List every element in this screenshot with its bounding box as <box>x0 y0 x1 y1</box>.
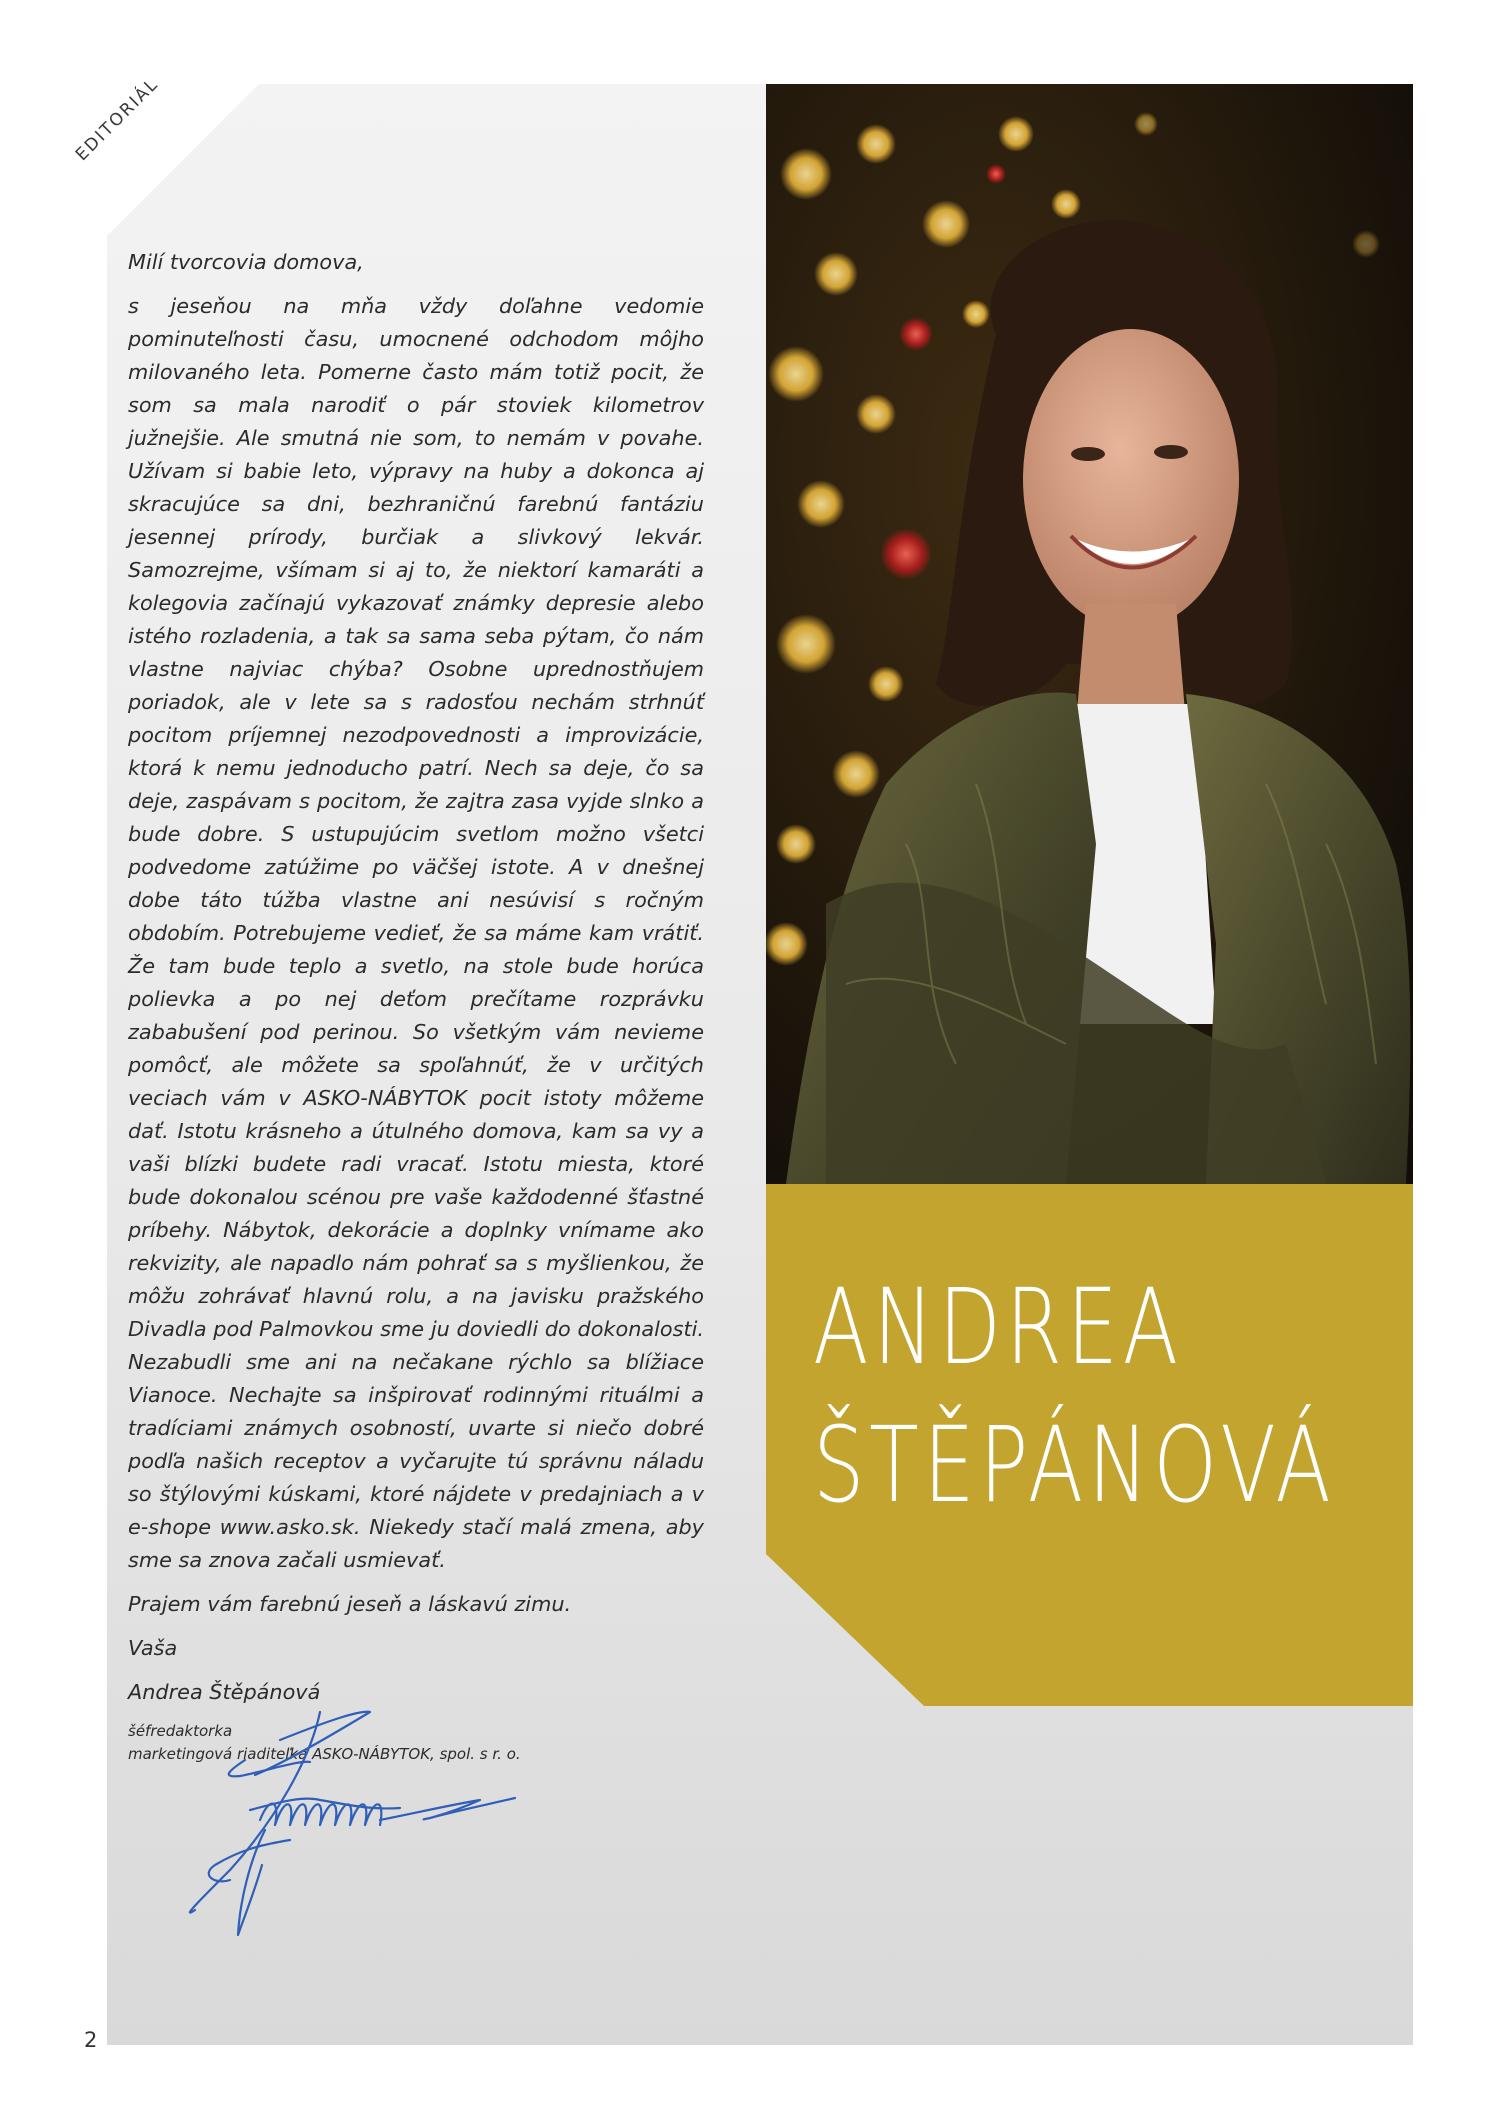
role-editor-in-chief: šéfredaktorka <box>128 1722 233 1740</box>
closing-line: Prajem vám farebnú jeseň a láskavú zimu. <box>128 1592 572 1616</box>
role-marketing-director: marketingová riaditeľka ASKO-NÁBYTOK, spol. s r. o. <box>128 1745 521 1763</box>
name-last: ŠTĚPÁNOVÁ <box>813 1404 1336 1526</box>
name-first: ANDREA <box>813 1266 1183 1388</box>
author-photo <box>766 84 1413 1184</box>
body-text: s jeseňou na mňa vždy doľahne vedomie pominuteľnosti času, umocnené odchodom môjho milovaného leta. Pomerne často mám totiž pocit, že som sa mala narodiť o pár stoviek kilometrov južnejšie. Ale smutná nie som, to nemám v povahe. Užívam si babie leto, výpravy na huby a dokonca aj skracujúce sa dni, bezhraničnú farebnú fantáziu jesennej prírody, burčiak a slivkový lekvár. Samozrejme, všímam si aj to, že niektorí kamaráti a kolegovia začínajú vykazovať známky depresie alebo istého rozladenia, a tak sa sama seba pýtam, čo nám vlastne najviac chýba? Osobne uprednostňujem poriadok, ale v lete sa s radosťou nechám strhnúť pocitom príjemnej nezodpovednosti a improvizácie, ktorá k nemu jednoducho patrí. Nech sa deje, čo sa deje, zaspávam s pocitom, že zajtra zasa vyjde slnko a bude dobre. S ustupujúcim svetlom možno všetci podvedome zatúžime po väčšej istote. A v dnešnej dobe táto túžba vlastne ani nesúvisí s ročným obdobím. Potrebujeme vedieť, že sa máme kam vrátiť. Že tam bude teplo a svetlo, na stole bude horúca polievka a po nej deťom prečítame rozprávku zababušení pod perinou. So všetkým vám nevieme pomôcť, ale môžete sa spoľahnúť, že v určitých veciach vám v ASKO-NÁBYTOK pocit istoty môžeme dať. Istotu krásneho a útulného domova, kam sa vy a vaši blízki budete radi vracať. Istotu miesta, ktoré bude dokonalou scénou pre vaše každodenné šťastné príbehy. Nábytok, dekorácie a doplnky vnímame ako rekvizity, ale napadlo nám pohrať sa s myšlienkou, že môžu zohrávať hlavnú rolu, a na javisku pražského Divadla pod Palmovkou sme ju doviedli do dokonalosti. Nezabudli sme ani na nečakane rýchlo sa blížiace Vianoce. Nechajte sa inšpirovať rodinnými rituálmi a tradíciami známych osobností, uvarte si niečo dobré podľa našich receptov a vyčarujte tú správnu náladu so štýlovými kúskami, ktoré nájdete v predajniach a v e-shope www.asko.sk. Niekedy stačí malá zmena, aby sme sa znova začali usmievať. <box>128 294 704 1572</box>
sign-off: Vaša <box>128 1636 178 1660</box>
greeting: Milí tvorcovia domova, <box>128 250 364 274</box>
author-name: Andrea Štěpánová <box>128 1680 321 1704</box>
portrait-illustration <box>766 84 1413 1184</box>
handwritten-signature <box>170 1700 560 1950</box>
featured-name <box>813 1258 1336 1534</box>
section-tag: EDITORIÁL <box>71 74 163 165</box>
editorial-article <box>128 246 704 1766</box>
page-number: 2 <box>84 2028 98 2052</box>
